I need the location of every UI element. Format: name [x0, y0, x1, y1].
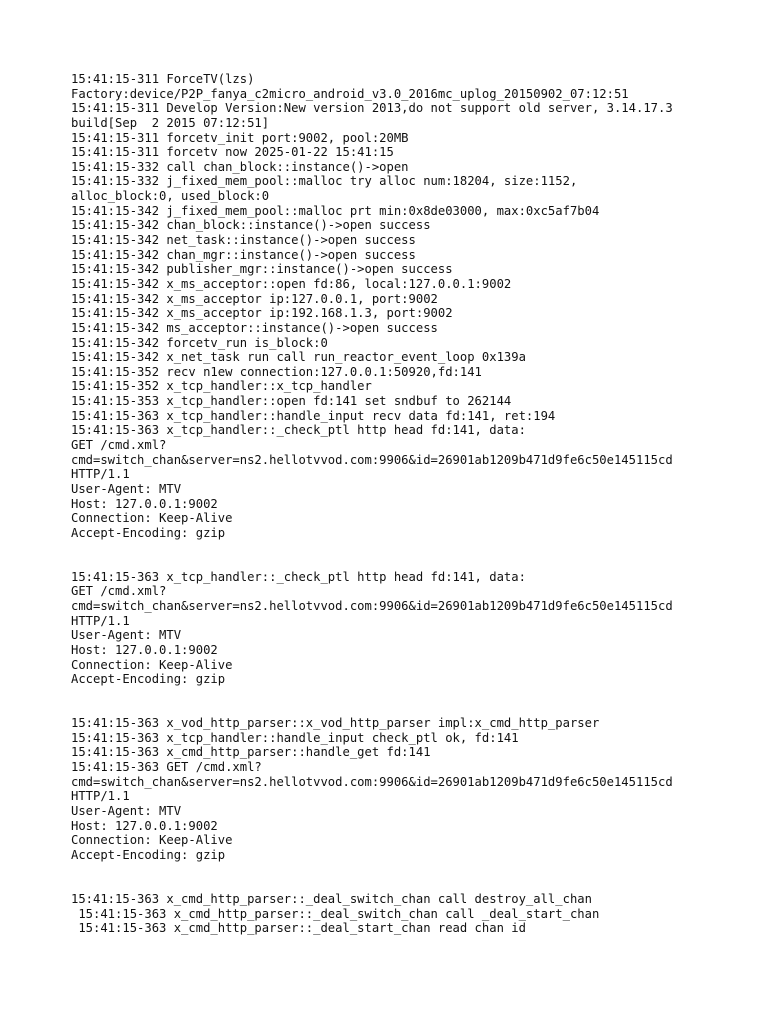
log-line: User-Agent: MTV [71, 481, 182, 496]
log-line: Accept-Encoding: gzip [71, 525, 226, 540]
log-line: 15:41:15-363 x_tcp_handler::handle_input recv data fd:141, ret:194 [71, 408, 556, 423]
blank-line [71, 877, 761, 892]
log-line: HTTP/1.1 [71, 467, 130, 482]
log-line: 15:41:15-342 forcetv_run is_block:0 [71, 335, 328, 350]
log-line: 15:41:15-363 x_vod_http_parser::x_vod_http_parser impl:x_cmd_http_parser [71, 716, 600, 731]
blank-line [71, 541, 761, 556]
log-line: 15:41:15-332 j_fixed_mem_pool::malloc try alloc num:18204, size:1152, [71, 174, 578, 189]
log-line: cmd=switch_chan&server=ns2.hellotvvod.com:9906&id=26901ab1209b471d9fe6c50e145115cd [71, 452, 673, 467]
log-line: cmd=switch_chan&server=ns2.hellotvvod.com:9906&id=26901ab1209b471d9fe6c50e145115cd [71, 599, 673, 614]
blank-line [71, 555, 761, 570]
log-line: User-Agent: MTV [71, 628, 182, 643]
log-line: 15:41:15-342 x_ms_acceptor::open fd:86, local:127.0.0.1:9002 [71, 276, 512, 291]
log-line: User-Agent: MTV [71, 804, 182, 819]
log-line: 15:41:15-363 x_tcp_handler::_check_ptl http head fd:141, data: [71, 423, 526, 438]
log-line: Accept-Encoding: gzip [71, 672, 226, 687]
log-line: Connection: Keep-Alive [71, 657, 233, 672]
log-line: 15:41:15-363 x_cmd_http_parser::_deal_start_chan read chan id [71, 921, 526, 936]
log-line: cmd=switch_chan&server=ns2.hellotvvod.com:9906&id=26901ab1209b471d9fe6c50e145115cd [71, 774, 673, 789]
log-line: GET /cmd.xml? [71, 438, 167, 453]
log-line: Host: 127.0.0.1:9002 [71, 496, 218, 511]
log-line: GET /cmd.xml? [71, 584, 167, 599]
log-document [71, 72, 761, 936]
blank-line [71, 687, 761, 702]
log-line: HTTP/1.1 [71, 789, 130, 804]
log-line: 15:41:15-311 forcetv now 2025-01-22 15:41:15 [71, 145, 394, 160]
log-line: 15:41:15-363 x_cmd_http_parser::handle_get fd:141 [71, 745, 431, 760]
log-line: 15:41:15-311 ForceTV(lzs) [71, 72, 255, 86]
log-line: 15:41:15-363 x_tcp_handler::handle_input check_ptl ok, fd:141 [71, 730, 519, 745]
log-line: 15:41:15-342 ms_acceptor::instance()->open success [71, 320, 438, 335]
log-line: 15:41:15-311 Develop Version:New version 2013,do not support old server, 3.14.17.3 [71, 101, 673, 116]
log-line: Factory:device/P2P_fanya_c2micro_android_v3.0_2016mc_uplog_20150902_07:12:51 [71, 86, 629, 101]
log-line: 15:41:15-342 x_ms_acceptor ip:127.0.0.1, port:9002 [71, 291, 438, 306]
log-line: 15:41:15-363 x_cmd_http_parser::_deal_switch_chan call _deal_start_chan [71, 906, 600, 921]
log-line: Host: 127.0.0.1:9002 [71, 818, 218, 833]
log-line: alloc_block:0, used_block:0 [71, 189, 270, 204]
log-line: 15:41:15-353 x_tcp_handler::open fd:141 set sndbuf to 262144 [71, 394, 512, 409]
log-line: 15:41:15-363 x_tcp_handler::_check_ptl http head fd:141, data: [71, 569, 526, 584]
log-line: 15:41:15-352 recv n1ew connection:127.0.0.1:50920,fd:141 [71, 364, 482, 379]
log-line: 15:41:15-342 x_net_task run call run_reactor_event_loop 0x139a [71, 350, 526, 365]
blank-line [71, 702, 761, 717]
log-line: Accept-Encoding: gzip [71, 847, 226, 862]
log-line: 15:41:15-311 forcetv_init port:9002, pool:20MB [71, 130, 409, 145]
log-line: 15:41:15-342 publisher_mgr::instance()->open success [71, 262, 453, 277]
log-line: 15:41:15-342 chan_block::instance()->open success [71, 218, 431, 233]
log-line: build[Sep 2 2015 07:12:51] [71, 115, 270, 130]
log-line: 15:41:15-342 net_task::instance()->open success [71, 233, 416, 248]
log-line: 15:41:15-342 chan_mgr::instance()->open success [71, 247, 416, 262]
log-line: 15:41:15-363 x_cmd_http_parser::_deal_switch_chan call destroy_all_chan [71, 891, 592, 906]
log-line: Host: 127.0.0.1:9002 [71, 642, 218, 657]
log-line: Connection: Keep-Alive [71, 833, 233, 848]
log-line: 15:41:15-342 x_ms_acceptor ip:192.168.1.3, port:9002 [71, 306, 453, 321]
log-line: 15:41:15-342 j_fixed_mem_pool::malloc prt min:0x8de03000, max:0xc5af7b04 [71, 203, 600, 218]
log-line: Connection: Keep-Alive [71, 511, 233, 526]
log-line: 15:41:15-352 x_tcp_handler::x_tcp_handler [71, 379, 372, 394]
log-line: 15:41:15-363 GET /cmd.xml? [71, 760, 262, 775]
log-line: HTTP/1.1 [71, 613, 130, 628]
log-line: 15:41:15-332 call chan_block::instance()->open [71, 159, 409, 174]
blank-line [71, 863, 761, 878]
